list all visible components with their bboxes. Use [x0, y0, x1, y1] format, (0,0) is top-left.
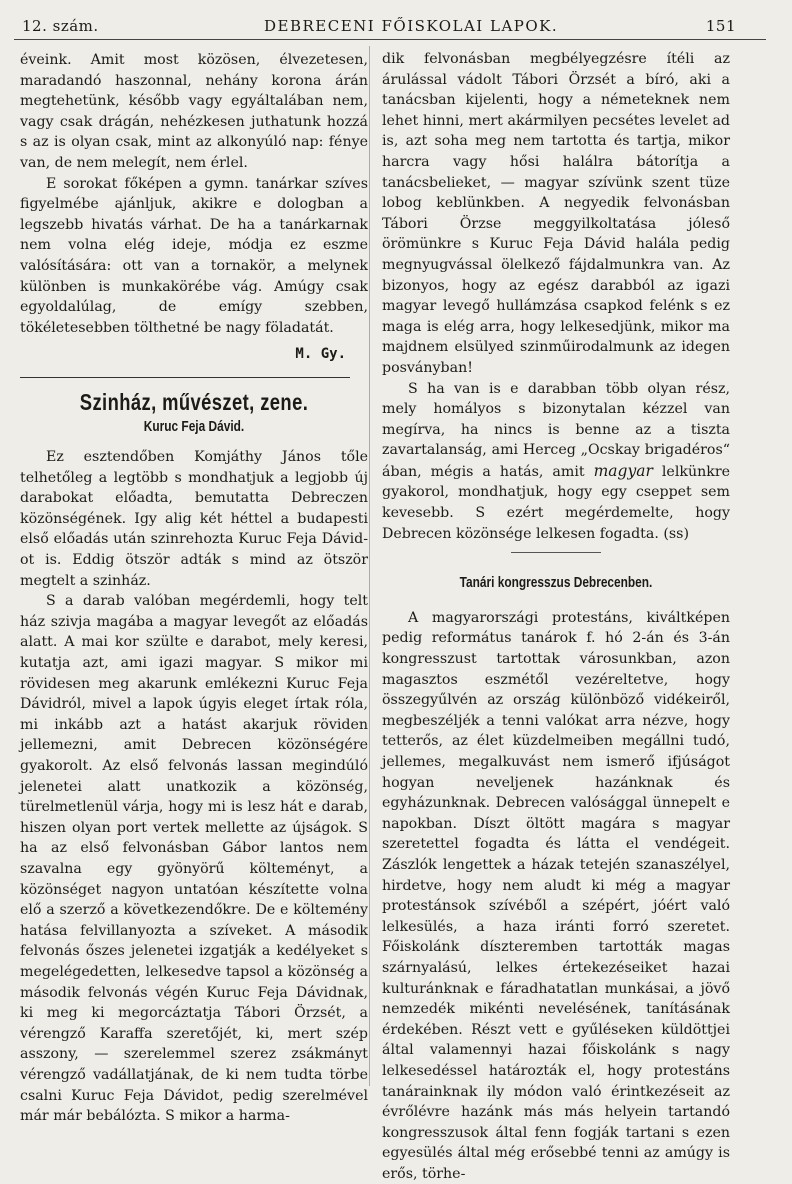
- section-title: Szinház, művészet, zene.: [79, 388, 309, 415]
- publication-title: DEBRECENI FŐISKOLAI LAPOK.: [264, 17, 559, 35]
- column-divider: [369, 46, 370, 1086]
- paragraph: A magyarországi protestáns, kiváltképen pedig református tanárok f. hó 2-án és 3-án kongresszust tartottak városunkban, azon magasztos eszmétől vezéreltetve, hogy összegyűlvén az ország különböző vidékeiről, megbeszéljék a tenni valókat arra nézve, hogy tetterős, az élet küzdelmeiben megállni tudó, jellemes, megalkuvást nem ismerő ifjúságot hogyan neveljenek hazánknak és egyházunknak. Debrecen valósággal ünnepelt e napokban. Díszt öltött magára s magyar szeretettel fogadta és látta el vendégeit. Zászlók lengettek a házak tetején szanaszélyel, hirdetve, hogy nem aludt ki még a magyar protestánsok szívéből a szépért, jóért való lelkesülés, a haza iránti forró szeretet. Főiskolánk díszteremben tartották magas szárnyalású, lelkes értekezéseiket hazai kulturánknak e fáradhatatlan munkásai, a jövő nemzedék mikénti nevelésének, tanításának érdekében. Részt vett e gyűléseken küldöttjei által valamennyi hazai főiskolánk s nagy lelkesedéssel határozták el, hogy protestáns tanárainknak ily módon való érintkezéseit az évrőlévre hazánk más más helyein tartandó kongresszusok által fenn fogják tartani s ezen egyesülés által még erősebbé tenni az amúgy is erős, törhe-: [382, 609, 730, 1182]
- paragraph: éveink. Amit most közösen, élvezetesen, maradandó haszonnal, nehány korona árán megtehetünk, később vagy egyáltalában nem, vagy csak drágán, nehézkesen juthatunk hozzá s az is olyan csak, mint az alkonyúló nap: fénye van, de nem melegít, nem érlel.: [20, 52, 368, 171]
- article-title: Tanári kongresszus Debrecenben.: [459, 575, 653, 592]
- author-signature: M. Gy.: [295, 346, 346, 363]
- paragraph: Ez esztendőben Komjáthy János tőle telhetőleg a legtöbb s mondhatjuk a legjobb új darabokat előadta, bemutatta Debreczen közönségének. Igy alig két héttel a budapesti első előadás után szinrehozta Kuruc Feja Dávid-ot is. Eddig ötször adták s mind az ötször megtelt a szinház.: [20, 449, 368, 589]
- paragraph: dik felvonásban megbélyegzésre ítéli az árulással vádolt Tábori Örzsét a bíró, aki a tanácsban kijelenti, hogy a németeknek nem lehet hinni, mert akármilyen pecsétes levelet ad is, azt soha meg nem tartotta és tartja, mikor harcra vagy hősi halálra bátorítja a tanácsbelieket, — magyar szívünk szent tüze lobog keblünkben. A negyedik felvonásban Tábori Örzse meggyilkoltatása jóleső örömünkre s Kuruc Feja Dávid halála pedig megnyugvással ölelkező fájdalmunkra van. Az bizonyos, hogy az egész darabból az igazi magyar levegő hullámzása csapkod felénk s ez maga is elég arra, hogy lelkesedjünk, mikor ma majdnem elsülyed szinműirodalmunk az idegen posványban!: [382, 51, 730, 376]
- left-column: [20, 50, 368, 1127]
- article-rule: [511, 552, 601, 553]
- text-run: lelkünkre gyakorol, mondhatjuk, hogy egy cseppet sem kevesebb. S ezért megérdemelte, hogy Debrecen közönsége lelkesen fogadta. (ss): [382, 463, 731, 542]
- header-rule: [14, 39, 766, 40]
- right-column: [382, 49, 730, 1184]
- issue-number: 12. szám.: [22, 17, 99, 35]
- emphasized-word: magyar: [593, 461, 653, 480]
- text-run: S ha van is e darabban több olyan rész, mely homályos s bizonytalan kézzel van megírva, ha nincs is benne az a tiszta zavartalanság, ami Herceg „Ocskay brigadéros“ ában, mégis a hatás, amit: [382, 380, 730, 480]
- article-title: Kuruc Feja Dávid.: [143, 418, 245, 435]
- paragraph: [382, 379, 730, 545]
- paragraph: E sorokat főképen a gymn. tanárkar szíves figyelmébe ajánljuk, akikre e dologban a legszebb hivatás várhat. De ha a tanárkarnak nem volna elég ideje, módja ez eszme valósítására: ott van a tornakör, a melynek különben is munkakörébe vág. Amúgy csak egyoldalúlag, de emígy szebben, tökéletesebben tölthetné be nagy föladatát.: [20, 175, 368, 336]
- page-header: [14, 14, 766, 40]
- section-rule: [20, 377, 350, 378]
- page-number: 151: [705, 17, 736, 35]
- paragraph: S a darab valóban megérdemli, hogy telt ház szivja magába a magyar levegőt az előadás alatt. A mai kor szülte e darabot, mely keresi, kutatja azt, ami igazi magyar. S mikor mi rövidesen meg akarunk emlékezni Kuruc Feja Dávidról, mivel a lapok úgyis eleget írtak róla, mi inkább azt a hatást akarjuk röviden jellemezni, amit Debrecen közönségére gyakorolt. Az első felvonás lassan megindúló jelenetei alatt unatkozik a közönség, türelmetlenül várja, hogy mi is lesz hát e darab, hiszen olyan port vertek mellette az újságok. S ha az első felvonásban Gábor lantos nem szavalna egy gyönyörű költeményt, a közönséget nagyon untatóan készítette volna elő a szerző a következendőkre. De e költemény hatása felvillanyozta a szíveket. A második felvonás őszes jelenetei izgatják a kedélyeket s megelégedetten, lelkesedve tapsol a közönség a második felvonás végén Kuruc Feja Dávidnak, ki meg ki megorcáztatja Tábori Örzsét, a vérengző Karaffa szeretőjét, ki, mert szép asszony, — szerelemmel szerez zsákmányt vérengző vadállatjának, de ki nem tudta törbe csalni Kuruc Feja Dávidot, pedig szerelmével már már bebálózta. S mikor a harma-: [20, 593, 368, 1125]
